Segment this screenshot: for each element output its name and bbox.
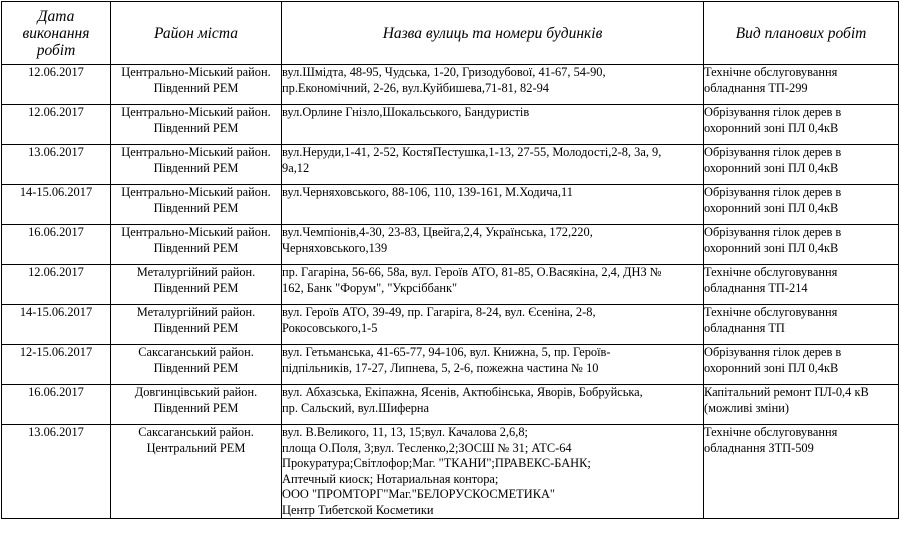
district-line: Південний РЕМ: [153, 320, 239, 335]
work-line: охоронний зоні ПЛ 0,4кВ: [704, 240, 839, 255]
district-line: Центрально-Міський район.: [121, 65, 271, 79]
cell-date: 13.06.2017: [2, 145, 111, 185]
district-line: Саксаганський район.: [138, 425, 254, 439]
work-line: обладнання ТП: [704, 320, 785, 335]
work-line: Обрізування гілок дерев в: [704, 225, 842, 239]
district-line: Металургійний район.: [136, 305, 256, 319]
header-date-line: виконання: [22, 24, 90, 42]
district-line: Центральний РЕМ: [146, 440, 246, 455]
work-line: Технічне обслуговування: [704, 425, 838, 439]
cell-address: [282, 385, 704, 425]
table-header-row: [2, 2, 899, 65]
work-line: Технічне обслуговування: [704, 305, 838, 319]
address-line: пр. Сальский, вул.Шиферна: [282, 400, 430, 415]
cell-district: [111, 185, 282, 225]
work-line: Обрізування гілок дерев в: [704, 345, 842, 359]
cell-district: [111, 145, 282, 185]
table-row: [2, 225, 899, 265]
table-row: [2, 305, 899, 345]
district-line: Південний РЕМ: [153, 280, 239, 295]
work-line: охоронний зоні ПЛ 0,4кВ: [704, 360, 839, 375]
address-line: вул.Черняховського, 88-106, 110, 139-161, М.Ходича,11: [282, 185, 573, 199]
cell-address: [282, 425, 704, 519]
cell-address: [282, 65, 704, 105]
address-line: вул.Орлине Гнізло,Шокальського, Бандуристів: [282, 105, 530, 119]
cell-work: [704, 345, 899, 385]
cell-district: [111, 345, 282, 385]
cell-district: [111, 265, 282, 305]
header-work: Вид планових робіт: [704, 2, 899, 65]
cell-address: [282, 105, 704, 145]
district-line: Центрально-Міський район.: [121, 185, 271, 199]
cell-date: 13.06.2017: [2, 425, 111, 519]
address-line: 9а,12: [282, 160, 310, 175]
address-line: Прокуратура;Світлофор;Маг. "ТКАНИ";ПРАВЕКС-БАНК;: [282, 456, 591, 470]
district-line: Центрально-Міський район.: [121, 225, 271, 239]
district-line: Південний РЕМ: [153, 360, 239, 375]
work-line: обладнання ТП-214: [704, 280, 808, 295]
cell-work: [704, 105, 899, 145]
address-line: вул. Абхазська, Екіпажна, Ясенів, Актюбінська, Яворів, Бобруйська,: [282, 385, 643, 399]
work-line: охоронний зоні ПЛ 0,4кВ: [704, 160, 839, 175]
table-row: [2, 425, 899, 519]
address-line: пр.Економічний, 2-26, вул.Куйбишева,71-81, 82-94: [282, 80, 549, 95]
work-line: Капітальний ремонт ПЛ-0,4 кВ: [704, 385, 869, 399]
cell-address: [282, 305, 704, 345]
cell-work: [704, 225, 899, 265]
cell-date: 12.06.2017: [2, 65, 111, 105]
address-line: пр. Гагаріна, 56-66, 58а, вул. Героїв АТО, 81-85, О.Васякіна, 2,4, ДНЗ №: [282, 265, 662, 279]
header-date-line: Дата: [37, 7, 75, 25]
work-line: Обрізування гілок дерев в: [704, 185, 842, 199]
cell-work: [704, 385, 899, 425]
table-row: [2, 265, 899, 305]
district-line: Південний РЕМ: [153, 200, 239, 215]
work-line: Обрізування гілок дерев в: [704, 145, 842, 159]
address-line: вул.Шмідта, 48-95, Чудська, 1-20, Гризодубової, 41-67, 54-90,: [282, 65, 606, 79]
address-line: 162, Банк "Форум", "Укрсіббанк": [282, 280, 458, 295]
cell-address: [282, 265, 704, 305]
district-line: Південний РЕМ: [153, 160, 239, 175]
district-line: Центрально-Міський район.: [121, 145, 271, 159]
address-line: підпільників, 17-27, Липнева, 5, 2-6, пожежна частина № 10: [282, 360, 599, 375]
district-line: Південний РЕМ: [153, 240, 239, 255]
district-line: Металургійний район.: [136, 265, 256, 279]
cell-date: 16.06.2017: [2, 225, 111, 265]
cell-work: [704, 145, 899, 185]
planned-works-table: [1, 1, 899, 519]
work-line: Технічне обслуговування: [704, 65, 838, 79]
work-line: охоронний зоні ПЛ 0,4кВ: [704, 200, 839, 215]
cell-date: 12.06.2017: [2, 265, 111, 305]
work-line: обладнання ТП-299: [704, 80, 808, 95]
district-line: Центрально-Міський район.: [121, 105, 271, 119]
work-line: Обрізування гілок дерев в: [704, 105, 842, 119]
cell-address: [282, 185, 704, 225]
district-line: Південний РЕМ: [153, 400, 239, 415]
work-line: (можливі зміни): [704, 400, 790, 415]
address-line: площа О.Поля, 3;вул. Тесленко,2;ЗОСШ № 31; АТС-64: [282, 440, 572, 455]
cell-date: 14-15.06.2017: [2, 185, 111, 225]
work-line: Технічне обслуговування: [704, 265, 838, 279]
cell-date: 12-15.06.2017: [2, 345, 111, 385]
district-line: Південний РЕМ: [153, 80, 239, 95]
table-row: [2, 65, 899, 105]
address-line: вул.Чемпіонів,4-30, 23-83, Цвейга,2,4, Українська, 172,220,: [282, 225, 593, 239]
cell-district: [111, 425, 282, 519]
district-line: Довгинцівський район.: [134, 385, 258, 399]
work-line: охоронний зоні ПЛ 0,4кВ: [704, 120, 839, 135]
header-date: [2, 2, 111, 65]
cell-work: [704, 305, 899, 345]
address-line: Аптечный киоск; Нотариальная контора;: [282, 471, 499, 486]
cell-district: [111, 65, 282, 105]
cell-work: [704, 185, 899, 225]
address-line: вул. В.Великого, 11, 13, 15;вул. Качалова 2,6,8;: [282, 425, 528, 439]
cell-district: [111, 305, 282, 345]
table-row: [2, 145, 899, 185]
district-line: Південний РЕМ: [153, 120, 239, 135]
cell-work: [704, 65, 899, 105]
header-district: Район міста: [111, 2, 282, 65]
header-address: Назва вулиць та номери будинків: [282, 2, 704, 65]
table-row: [2, 345, 899, 385]
cell-work: [704, 425, 899, 519]
cell-date: 12.06.2017: [2, 105, 111, 145]
cell-address: [282, 345, 704, 385]
address-line: Рокосовського,1-5: [282, 320, 378, 335]
cell-date: 16.06.2017: [2, 385, 111, 425]
address-line: ООО "ПРОМТОРГ"Маг."БЕЛОРУСКОСМЕТИКА": [282, 487, 555, 501]
cell-district: [111, 225, 282, 265]
table-row: [2, 385, 899, 425]
cell-address: [282, 225, 704, 265]
address-line: Центр Тибетской Косметики: [282, 502, 434, 517]
address-line: Черняховського,139: [282, 240, 388, 255]
header-date-line: робіт: [36, 41, 76, 59]
address-line: вул. Гетьманська, 41-65-77, 94-106, вул. Книжна, 5, пр. Героїв-: [282, 345, 611, 359]
district-line: Саксаганський район.: [138, 345, 254, 359]
address-line: вул. Героїв АТО, 39-49, пр. Гагаріга, 8-24, вул. Єсеніна, 2-8,: [282, 305, 596, 319]
table-row: [2, 105, 899, 145]
table-row: [2, 185, 899, 225]
cell-date: 14-15.06.2017: [2, 305, 111, 345]
cell-district: [111, 105, 282, 145]
address-line: вул.Неруди,1-41, 2-52, КостяПестушка,1-13, 27-55, Молодості,2-8, 3а, 9,: [282, 145, 662, 159]
cell-district: [111, 385, 282, 425]
cell-address: [282, 145, 704, 185]
cell-work: [704, 265, 899, 305]
work-line: обладнання ЗТП-509: [704, 440, 814, 455]
